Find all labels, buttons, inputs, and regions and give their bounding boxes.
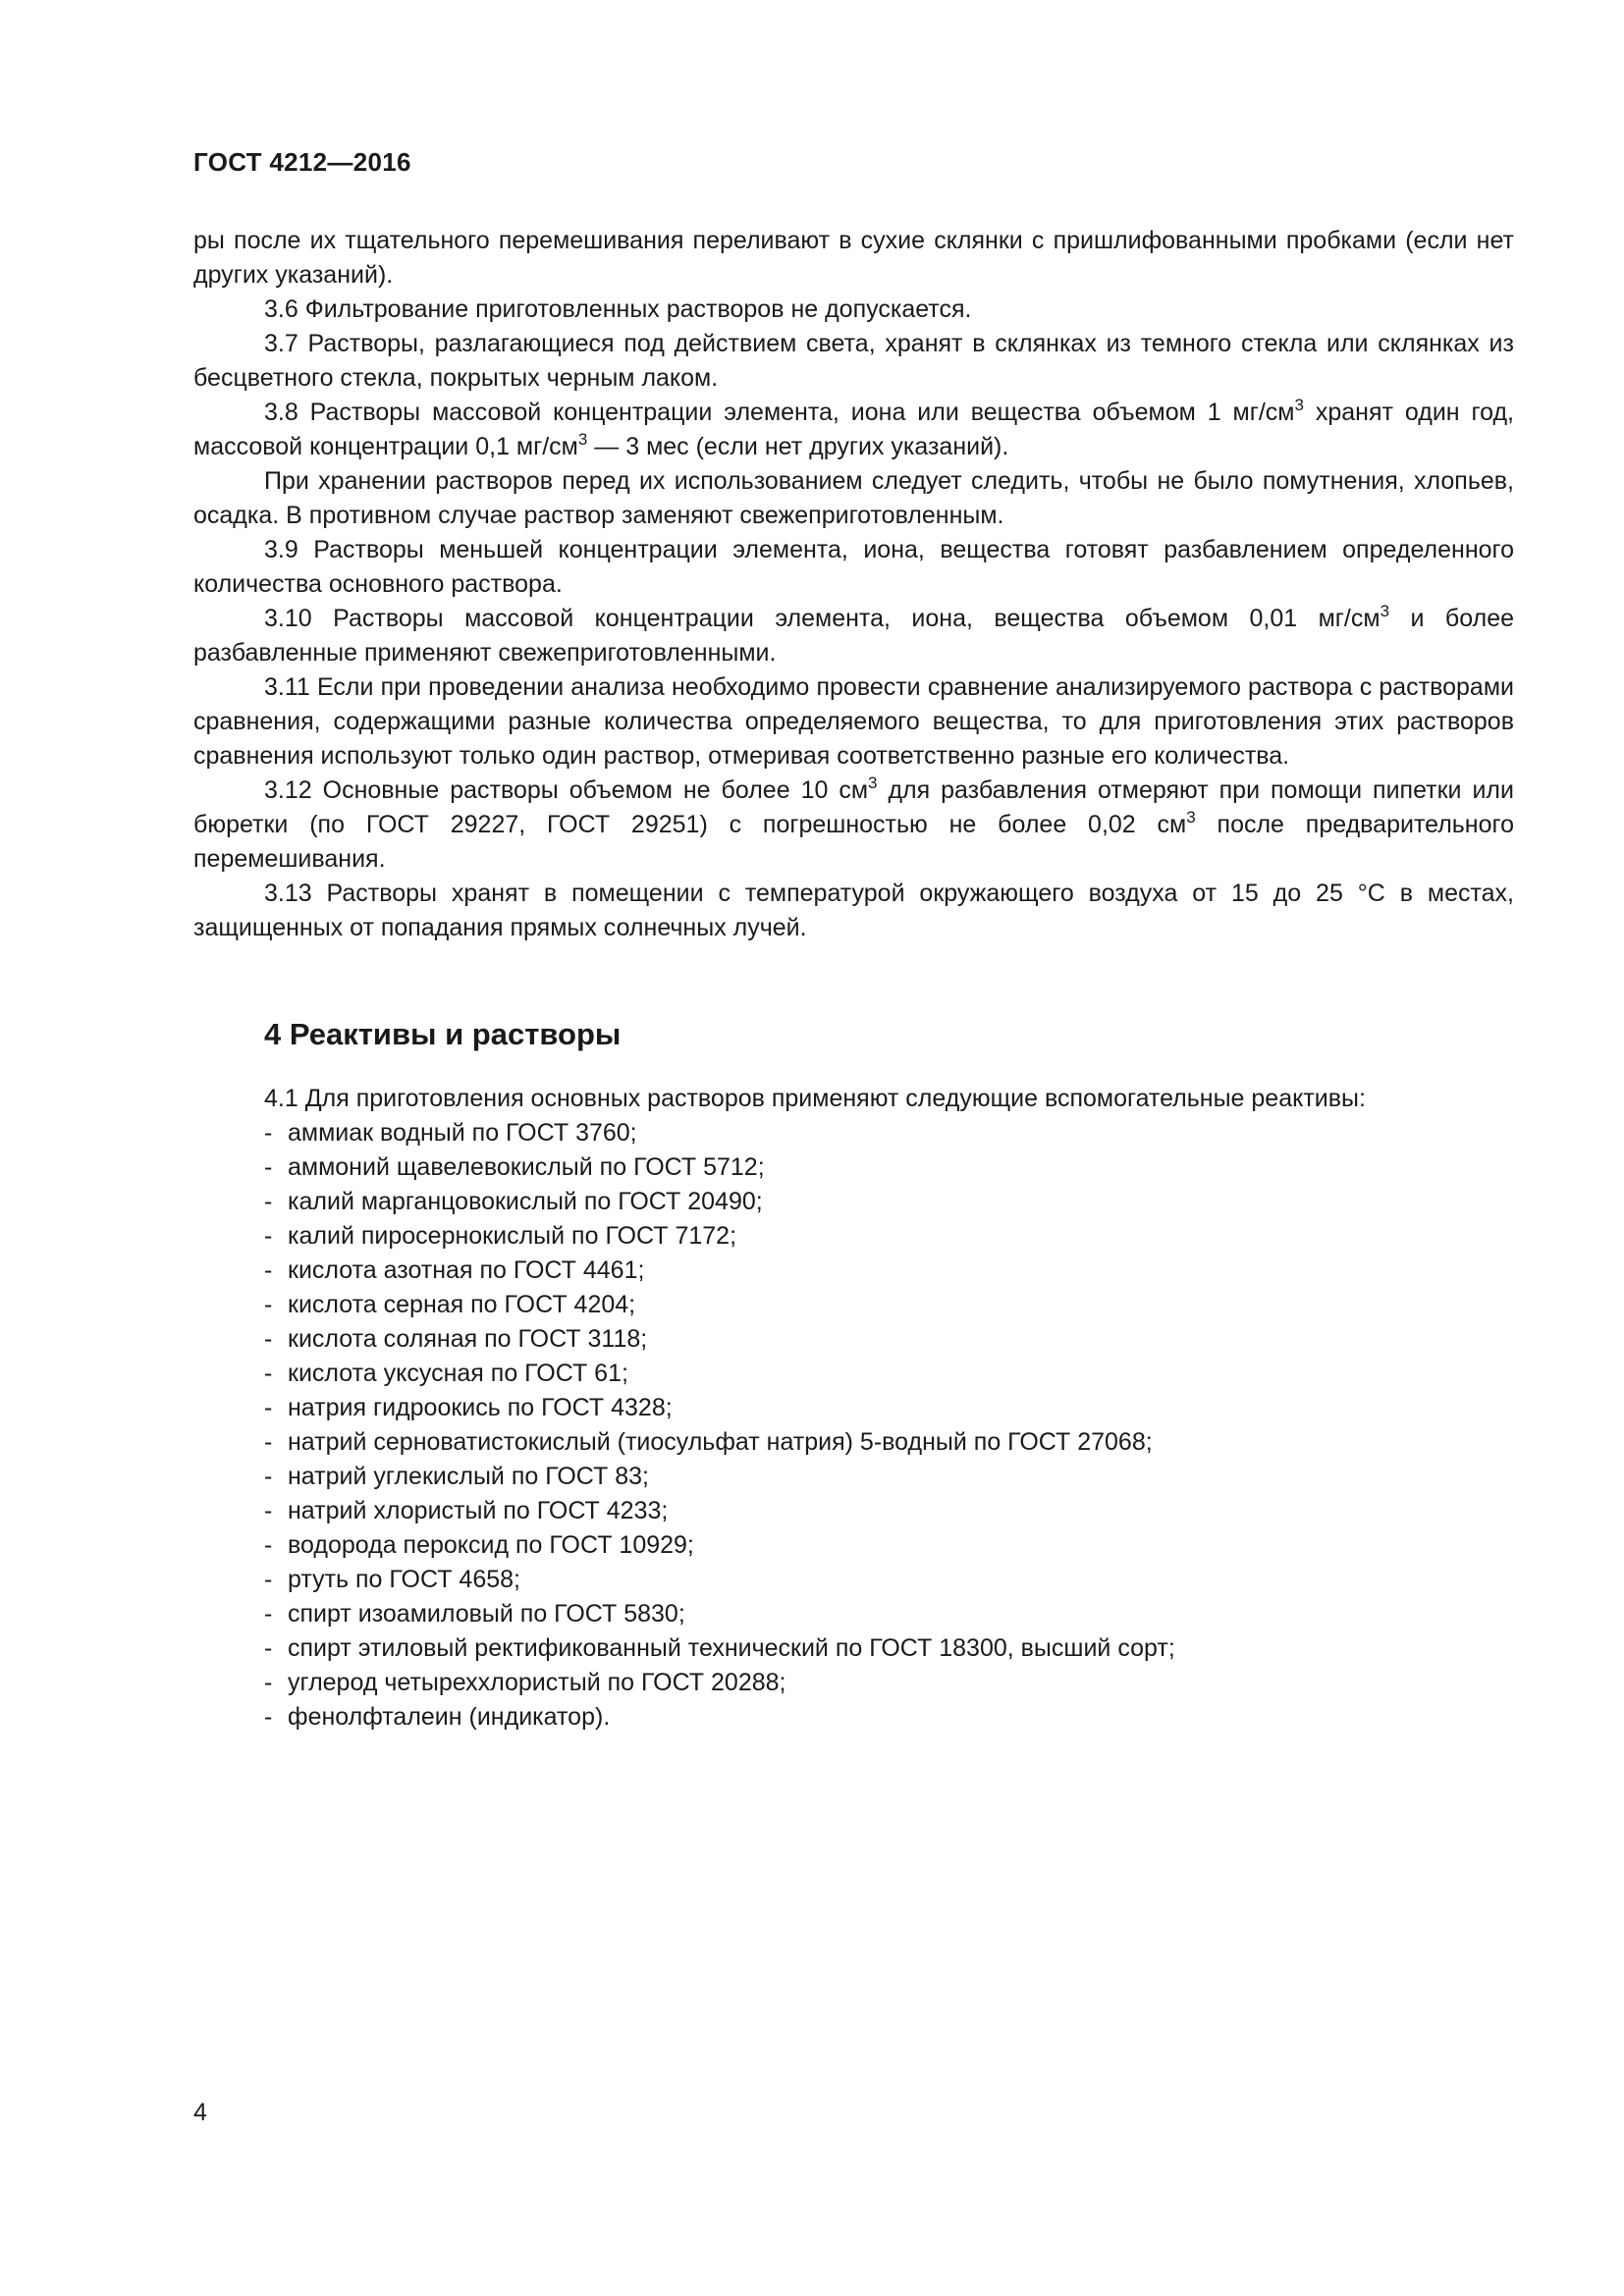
paragraph-3-9: 3.9 Растворы меньшей концентрации элемента, иона, вещества готовят разбавлением определенного количества основного раствора.: [193, 536, 1514, 598]
section-4-body: [264, 1082, 1514, 1735]
list-dash: -: [264, 1325, 273, 1353]
paragraph-storage: При хранении растворов перед их использованием следует следить, чтобы не было помутнения, хлопьев, осадка. В противном случае раствор заменяют свежеприготовленным.: [193, 467, 1514, 529]
list-dash: -: [264, 1566, 273, 1593]
list-item-text: фенолфталеин (индикатор).: [288, 1703, 611, 1731]
superscript: 3: [1186, 808, 1196, 827]
paragraph-3-7: 3.7 Растворы, разлагающиеся под действием света, хранят в склянках из темного стекла или склянках из бесцветного стекла, покрытых черным лаком.: [193, 330, 1514, 392]
list-dash: -: [264, 1222, 273, 1250]
list-item: [264, 1494, 1514, 1528]
list-item-text: калий марганцовокислый по ГОСТ 20490;: [288, 1188, 763, 1215]
list-item: [264, 1116, 1514, 1150]
list-item: [264, 1460, 1514, 1494]
list-item-text: водорода пероксид по ГОСТ 10929;: [288, 1531, 694, 1559]
list-item: [264, 1425, 1514, 1460]
list-item-text: натрий серноватистокислый (тиосульфат натрия) 5-водный по ГОСТ 27068;: [288, 1428, 1153, 1456]
paragraph-3-8-part-a: 3.8 Растворы массовой концентрации элемента, иона или вещества объемом 1 мг/см: [264, 399, 1295, 426]
list-item-text: аммиак водный по ГОСТ 3760;: [288, 1119, 637, 1147]
paragraph-3-12-part-a: 3.12 Основные растворы объемом не более 10 см: [264, 776, 869, 804]
list-dash: -: [264, 1256, 273, 1284]
list-dash: -: [264, 1703, 273, 1731]
list-item-text: углерод четыреххлористый по ГОСТ 20288;: [288, 1669, 786, 1696]
list-item-text: спирт этиловый ректификованный технический по ГОСТ 18300, высший сорт;: [288, 1634, 1175, 1662]
list-item-text: кислота уксусная по ГОСТ 61;: [288, 1360, 628, 1387]
list-item: [264, 1528, 1514, 1563]
list-item: [264, 1597, 1514, 1631]
list-dash: -: [264, 1600, 273, 1628]
list-item-text: ртуть по ГОСТ 4658;: [288, 1566, 520, 1593]
superscript: 3: [577, 430, 588, 449]
body-text: [193, 224, 1514, 945]
list-item: [264, 1700, 1514, 1735]
list-item-text: аммоний щавелевокислый по ГОСТ 5712;: [288, 1153, 765, 1181]
paragraph-3-10-part-b: и более разбавленные применяют свежеприготовленными.: [193, 605, 1514, 667]
list-dash: -: [264, 1394, 273, 1421]
paragraph-3-10-part-a: 3.10 Растворы массовой концентрации элемента, иона, вещества объемом 0,01 мг/см: [264, 605, 1380, 632]
list-dash: -: [264, 1531, 273, 1559]
list-dash: -: [264, 1153, 273, 1181]
list-item: [264, 1185, 1514, 1219]
paragraph-3-8-part-c: — 3 мес (если нет других указаний).: [587, 433, 1009, 460]
list-item: [264, 1322, 1514, 1357]
list-item-text: натрия гидроокись по ГОСТ 4328;: [288, 1394, 673, 1421]
list-dash: -: [264, 1291, 273, 1318]
document-header: ГОСТ 4212—2016: [193, 147, 411, 177]
paragraph-3-11: 3.11 Если при проведении анализа необходимо провести сравнение анализируемого раствора с растворами сравнения, содержащими разные количества определяемого вещества, то для приготовления этих растворов сравнения используют только один раствор, отмеривая соответственно разные его количества.: [193, 673, 1514, 770]
list-dash: -: [264, 1119, 273, 1147]
paragraph-3-12: [193, 774, 1514, 877]
list-item-text: кислота серная по ГОСТ 4204;: [288, 1291, 636, 1318]
list-item-text: спирт изоамиловый по ГОСТ 5830;: [288, 1600, 685, 1628]
list-dash: -: [264, 1669, 273, 1696]
list-item: [264, 1288, 1514, 1322]
list-item-text: кислота азотная по ГОСТ 4461;: [288, 1256, 645, 1284]
list-item: [264, 1357, 1514, 1391]
paragraph-3-8: [193, 396, 1514, 464]
paragraph-3-12-part-b: для разбавления отмеряют при помощи пипетки или бюретки (по ГОСТ 29227, ГОСТ 29251) с погрешностью не более 0,02 см: [193, 776, 1514, 838]
paragraph-3-10: [193, 602, 1514, 670]
list-dash: -: [264, 1360, 273, 1387]
list-item-text: калий пиросернокислый по ГОСТ 7172;: [288, 1222, 737, 1250]
paragraph-3-12-part-c: после предварительного перемешивания.: [193, 811, 1514, 873]
superscript: 3: [868, 774, 878, 792]
paragraph-3-13: 3.13 Растворы хранят в помещении с температурой окружающего воздуха от 15 до 25 °С в местах, защищенных от попадания прямых солнечных лучей.: [193, 880, 1514, 941]
list-item: [264, 1150, 1514, 1185]
list-dash: -: [264, 1188, 273, 1215]
list-dash: -: [264, 1428, 273, 1456]
paragraph-3-6: 3.6 Фильтрование приготовленных растворов не допускается.: [264, 295, 972, 323]
list-dash: -: [264, 1463, 273, 1490]
list-item: [264, 1254, 1514, 1288]
list-item: [264, 1631, 1514, 1666]
superscript: 3: [1294, 396, 1304, 414]
paragraph-4-1: 4.1 Для приготовления основных растворов применяют следующие вспомогательные реактивы:: [264, 1085, 1366, 1112]
list-item: [264, 1391, 1514, 1425]
paragraph-3-8-part-b: хранят один год, массовой концентрации 0,1 мг/см: [193, 399, 1514, 460]
page-number: 4: [193, 2099, 207, 2126]
reagent-list: [264, 1116, 1514, 1735]
list-item: [264, 1219, 1514, 1254]
list-item: [264, 1563, 1514, 1597]
list-item-text: натрий хлористый по ГОСТ 4233;: [288, 1497, 669, 1524]
list-dash: -: [264, 1497, 273, 1524]
section-4-title: 4 Реактивы и растворы: [264, 1017, 622, 1051]
list-item: [264, 1666, 1514, 1700]
list-item-text: кислота соляная по ГОСТ 3118;: [288, 1325, 648, 1353]
paragraph-continuation: ры после их тщательного перемешивания переливают в сухие склянки с пришлифованными пробками (если нет других указаний).: [193, 227, 1514, 289]
list-dash: -: [264, 1634, 273, 1662]
list-item-text: натрий углекислый по ГОСТ 83;: [288, 1463, 649, 1490]
superscript: 3: [1380, 602, 1390, 620]
